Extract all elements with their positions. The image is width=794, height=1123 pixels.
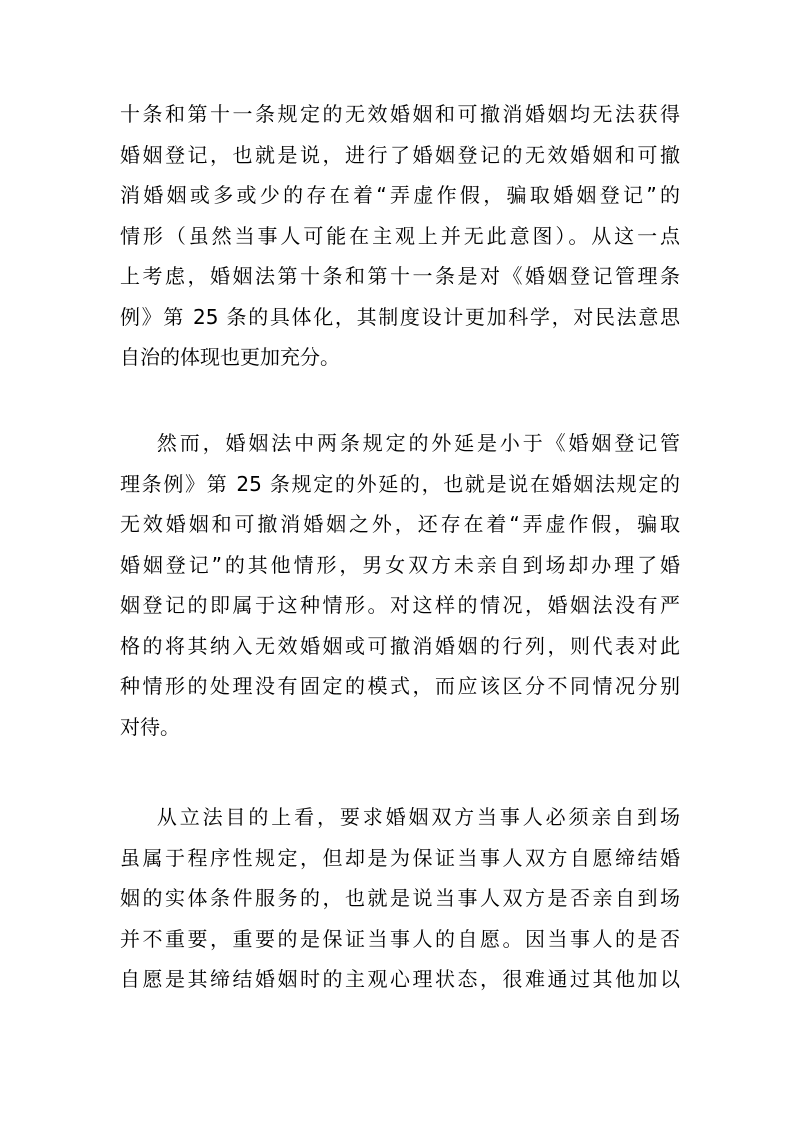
- paragraph-1: [120, 94, 680, 378]
- paragraph-2: [120, 423, 680, 747]
- paragraph-line: 种情形的处理没有固定的模式，而应该区分不同情况分别: [120, 674, 680, 698]
- paragraph-line: 十条和第十一条规定的无效婚姻和可撤消婚姻均无法获得: [120, 102, 680, 126]
- paragraph-line: 上考虑，婚姻法第十条和第十一条是对《婚姻登记管理条: [120, 264, 680, 288]
- paragraph-line: 无效婚姻和可撤消婚姻之外，还存在着“弄虚作假，骗取: [120, 512, 680, 536]
- paragraph-line: 理条例》第 25 条规定的外延的，也就是说在婚姻法规定的: [120, 471, 680, 496]
- paragraph-line: 情形（虽然当事人可能在主观上并无此意图）。从这一点: [120, 223, 680, 248]
- paragraph-line: 自治的体现也更加充分。: [120, 345, 340, 369]
- paragraph-line: 对待。: [120, 714, 180, 739]
- paragraph-line: 例》第 25 条的具体化，其制度设计更加科学，对民法意思: [120, 304, 680, 329]
- paragraph-line: 并不重要，重要的是保证当事人的自愿。因当事人的是否: [120, 926, 680, 951]
- paragraph-line: 婚姻登记”的其他情形，男女双方未亲自到场却办理了婚: [120, 552, 680, 577]
- paragraph-line: 然而，婚姻法中两条规定的外延是小于《婚姻登记管: [120, 431, 680, 455]
- paragraph-line: 格的将其纳入无效婚姻或可撤消婚姻的行列，则代表对此: [120, 633, 680, 658]
- paragraph-line: 姻登记的即属于这种情形。对这样的情况，婚姻法没有严: [120, 593, 680, 617]
- paragraph-line: 姻的实体条件服务的，也就是说当事人双方是否亲自到场: [120, 886, 680, 910]
- paragraph-line: 婚姻登记，也就是说，进行了婚姻登记的无效婚姻和可撤: [120, 142, 680, 167]
- paragraph-3: [120, 797, 680, 1000]
- paragraph-line: 自愿是其缔结婚姻时的主观心理状态，很难通过其他加以: [120, 967, 680, 991]
- paragraph-line: 从立法目的上看，要求婚姻双方当事人必须亲自到场: [120, 805, 680, 829]
- paragraph-line: 虽属于程序性规定，但却是为保证当事人双方自愿缔结婚: [120, 845, 680, 870]
- paragraph-line: 消婚姻或多或少的存在着“弄虚作假，骗取婚姻登记”的: [120, 183, 680, 207]
